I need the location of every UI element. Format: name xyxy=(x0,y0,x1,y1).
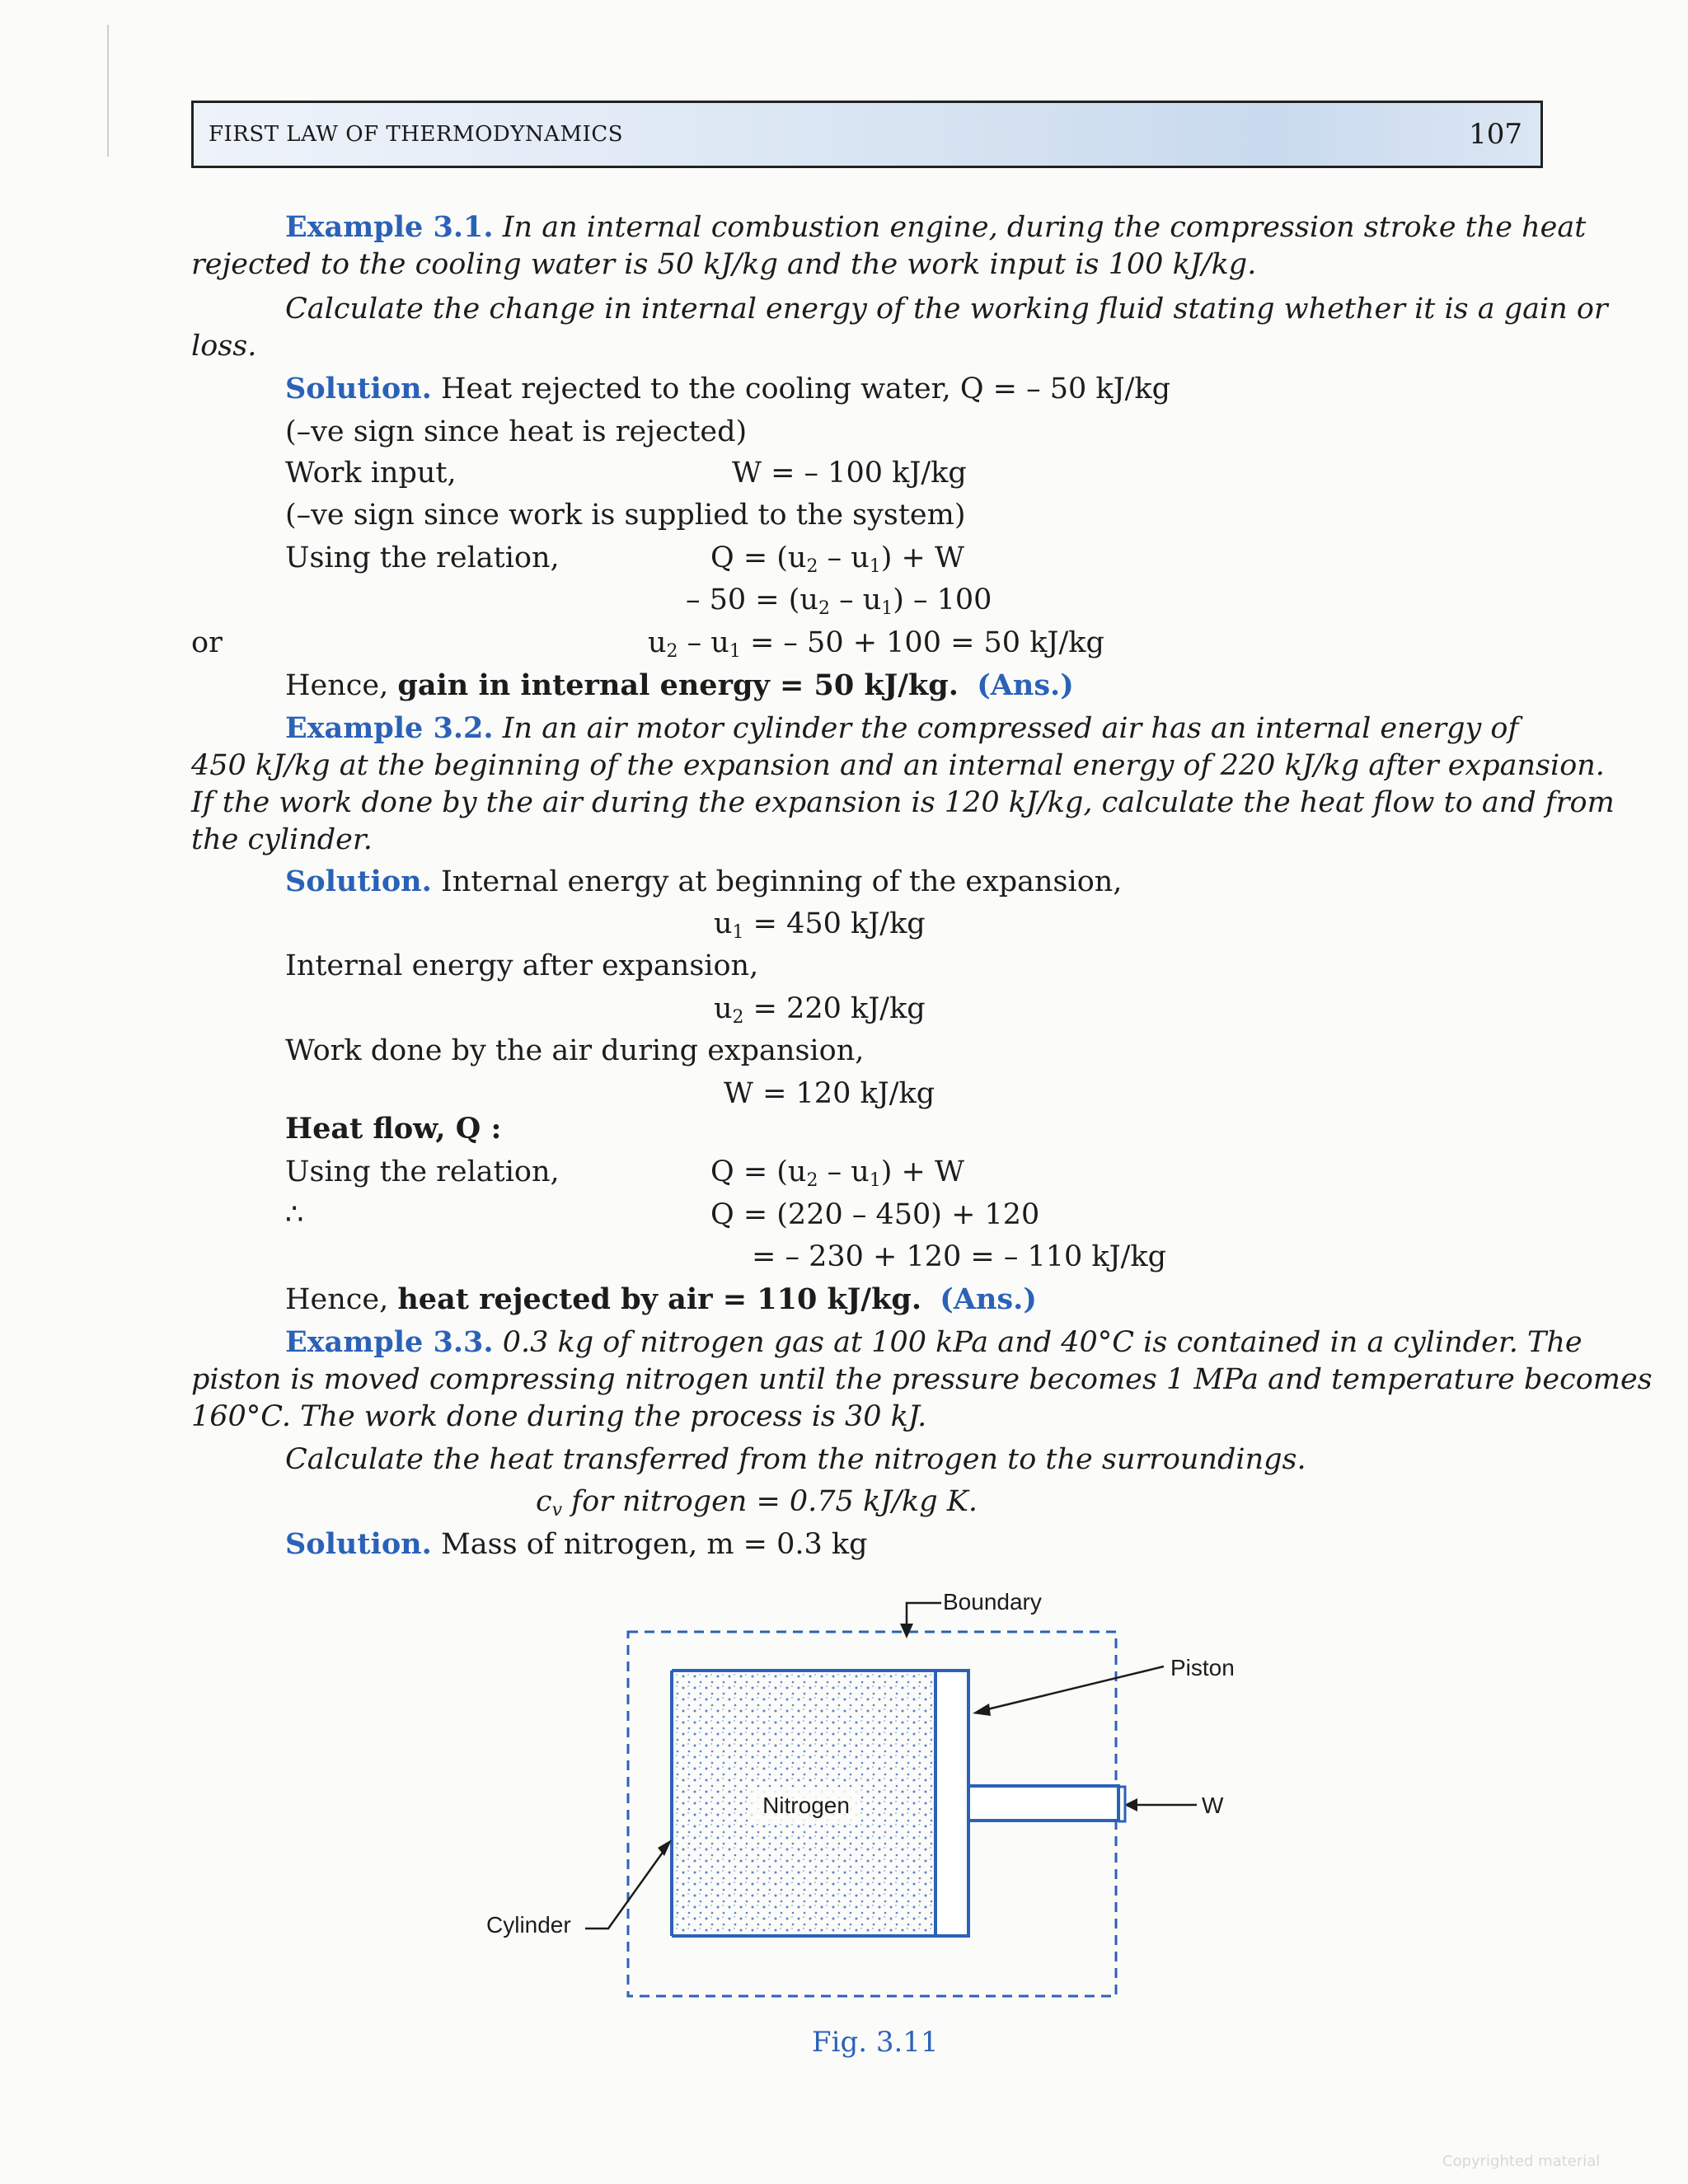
nitrogen-label: Nitrogen xyxy=(762,1793,850,1818)
ex2-solution-1: Solution. Internal energy at beginning of the expansion, xyxy=(285,865,1123,898)
work-label: W xyxy=(1202,1793,1224,1818)
fig-3-11-diagram xyxy=(462,1558,1253,2085)
ex3-line-3: 160°C. The work done during the process is 30 kJ. xyxy=(191,1400,927,1433)
ex1-or: or xyxy=(191,626,223,659)
ex2-therefore: ∴ xyxy=(285,1198,304,1231)
ex2-line-1: Example 3.2. In an air motor cylinder the compressed air has an internal energy of xyxy=(285,711,1519,745)
ex1-label: Example 3.1. xyxy=(285,210,494,244)
ex2-solution-5: Work done by the air during expansion, xyxy=(285,1034,865,1067)
ex3-line-2: piston is moved compressing nitrogen until the pressure becomes 1 MPa and temperature becomes xyxy=(191,1363,1653,1396)
figure-caption: Fig. 3.11 xyxy=(812,2026,939,2059)
ex1-line-4: loss. xyxy=(191,330,257,363)
ex2-u1: $u_1 = 450$ kJ/kg xyxy=(714,907,926,943)
ex2-relation: $Q = (u_2 - u_1) + W$ xyxy=(710,1155,964,1191)
ex1-solution-4: (–ve sign since work is supplied to the system) xyxy=(285,499,966,532)
ex3-cv: $c_v$ for nitrogen = 0.75 kJ/kg K. xyxy=(536,1485,978,1521)
ex2-heat-flow-heading: Heat flow, Q : xyxy=(285,1112,502,1146)
chapter-title: FIRST LAW OF THERMODYNAMICS xyxy=(209,122,624,147)
ex1-solution-1: Solution. Heat rejected to the cooling water, Q = – 50 kJ/kg xyxy=(285,372,1171,405)
piston-rod xyxy=(968,1786,1118,1821)
ex1-solution-2: (–ve sign since heat is rejected) xyxy=(285,415,748,448)
ex1-line-2: rejected to the cooling water is 50 kJ/kg and the work input is 100 kJ/kg. xyxy=(191,248,1257,281)
ex1-result-eq: $u_2 - u_1$ = – 50 + 100 = 50 kJ/kg xyxy=(648,626,1104,662)
running-header xyxy=(191,101,1543,168)
ex1-relation: $Q = (u_2 - u_1) + W$ xyxy=(710,541,964,577)
ex2-u2: $u_2 = 220$ kJ/kg xyxy=(714,992,926,1028)
ex1-line-1: Example 3.1. In an internal combustion engine, during the compression stroke the heat xyxy=(285,210,1587,244)
boundary-label: Boundary xyxy=(943,1589,1042,1615)
ex3-label: Example 3.3. xyxy=(285,1325,494,1359)
ex2-substitution: Q = (220 – 450) + 120 xyxy=(710,1198,1040,1231)
ex1-answer: Hence, gain in internal energy = 50 kJ/kg. (Ans.) xyxy=(285,668,1074,702)
ex3-solution-1: Solution. Mass of nitrogen, m = 0.3 kg xyxy=(285,1527,868,1561)
ex2-solution-3: Internal energy after expansion, xyxy=(285,949,759,982)
ex3-line-1: Example 3.3. 0.3 kg of nitrogen gas at 100 kPa and 40°C is contained in a cylinder. The xyxy=(285,1325,1582,1359)
ex2-solution-8a: Using the relation, xyxy=(285,1155,560,1188)
ex1-line-3: Calculate the change in internal energy of the working fluid stating whether it is a gain or xyxy=(285,293,1608,326)
cylinder-label: Cylinder xyxy=(486,1912,571,1938)
ex2-line-4: the cylinder. xyxy=(191,823,373,856)
ex2-line-2: 450 kJ/kg at the beginning of the expansion and an internal energy of 220 kJ/kg after expansion. xyxy=(191,749,1605,782)
watermark: Copyrighted material xyxy=(1442,2153,1601,2170)
ex2-label: Example 3.2. xyxy=(285,711,494,745)
ex3-line-4: Calculate the heat transferred from the nitrogen to the surroundings. xyxy=(285,1443,1306,1476)
ex1-solution-3b: W = – 100 kJ/kg xyxy=(732,457,967,490)
page-number: 107 xyxy=(1469,118,1522,151)
ex2-answer: Hence, heat rejected by air = 110 kJ/kg. (Ans.) xyxy=(285,1282,1037,1316)
ex2-line-3: If the work done by the air during the expansion is 120 kJ/kg, calculate the heat flow to and from xyxy=(191,786,1615,819)
piston-head xyxy=(935,1671,968,1936)
ex1-solution-5a: Using the relation, xyxy=(285,541,560,574)
margin-rule xyxy=(107,25,109,157)
ex2-work: W = 120 kJ/kg xyxy=(724,1077,935,1110)
ex2-result-eq: = – 230 + 120 = – 110 kJ/kg xyxy=(752,1240,1167,1273)
ex1-substitution: – $50 = (u_2 - u_1) - 100$ xyxy=(686,583,992,619)
ex1-solution-3a: Work input, xyxy=(285,457,457,490)
piston-label: Piston xyxy=(1170,1655,1235,1680)
